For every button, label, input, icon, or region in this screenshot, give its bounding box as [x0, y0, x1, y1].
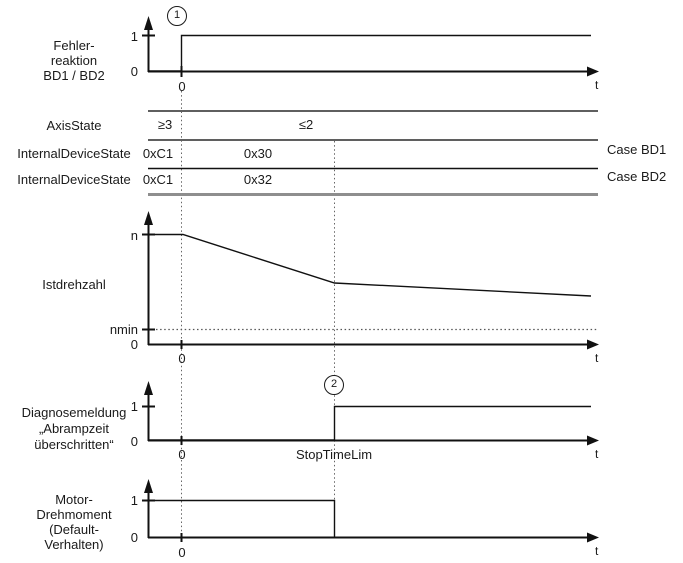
c4-ytick-0-label: 0	[130, 530, 138, 545]
ids2-value-a: 0xC1	[142, 172, 174, 187]
c4-x-arrow-icon	[587, 533, 599, 543]
ids2-value-b: 0x32	[243, 172, 273, 187]
c4-signal	[149, 501, 335, 538]
c2-ytick-n-label: n	[130, 228, 138, 243]
c1-y-arrow-icon	[144, 16, 153, 30]
c3-label-line3: überschritten“	[34, 437, 114, 452]
c2-time-axis-label: t	[595, 351, 599, 365]
ids1-value-b: 0x30	[243, 146, 273, 161]
c1-label-line3: BD1 / BD2	[43, 68, 105, 83]
c2-speed-curve	[150, 235, 591, 297]
step-marker-2: 2	[324, 375, 344, 395]
c1-label-line2: reaktion	[50, 53, 98, 68]
c3-y-arrow-icon	[144, 381, 153, 395]
c3-ytick-0-label: 0	[130, 434, 138, 449]
c4-label-line3: (Default-	[49, 522, 99, 537]
c2-x-arrow-icon	[587, 340, 599, 350]
c4-label-line4: Verhalten)	[44, 537, 104, 552]
c1-ytick-0-label: 0	[130, 64, 138, 79]
c1-x-arrow-icon	[587, 67, 599, 77]
c3-x-arrow-icon	[587, 436, 599, 446]
c3-ytick-1-label: 1	[130, 399, 138, 414]
c1-time-axis-label: t	[595, 78, 599, 92]
c4-label-line2: Drehmoment	[36, 507, 112, 522]
c4-y-arrow-icon	[144, 479, 153, 493]
c1-ytick-1-label: 1	[130, 29, 138, 44]
c3-signal	[149, 407, 591, 441]
c3-xtick-0-label: 0	[178, 447, 186, 462]
ids2-label: InternalDeviceState	[17, 172, 131, 187]
c1-xtick-0-label: 0	[178, 79, 186, 94]
ids1-label: InternalDeviceState	[17, 146, 131, 161]
c4-label-line1: Motor-	[55, 492, 93, 507]
c4-time-axis-label: t	[595, 544, 599, 558]
axisstate-value-left: ≥3	[157, 117, 173, 132]
ids2-case-label: Case BD2	[607, 169, 667, 184]
c4-xtick-0-label: 0	[178, 545, 186, 560]
c2-y-arrow-icon	[144, 211, 153, 225]
c2-signal-name: Istdrehzahl	[42, 277, 106, 292]
c4-ytick-1-label: 1	[130, 493, 138, 508]
c2-ytick-nmin-label: nmin	[109, 322, 138, 337]
c3-label-line1: Diagnosemeldung	[21, 405, 127, 420]
c2-ytick-0-label: 0	[130, 337, 138, 352]
step-marker-1: 1	[167, 6, 187, 26]
c3-xtick-stoptimelim-label: StopTimeLim	[295, 447, 373, 462]
c1-label-line1: Fehler-	[53, 38, 95, 53]
ids1-case-label: Case BD1	[607, 142, 667, 157]
axisstate-label: AxisState	[46, 118, 102, 133]
c1-signal	[149, 36, 591, 72]
c2-xtick-0-label: 0	[178, 351, 186, 366]
c3-label-line2: „Abrampzeit	[38, 421, 110, 436]
c3-time-axis-label: t	[595, 447, 599, 461]
ids1-value-a: 0xC1	[142, 146, 174, 161]
axisstate-value-right: ≤2	[298, 117, 314, 132]
